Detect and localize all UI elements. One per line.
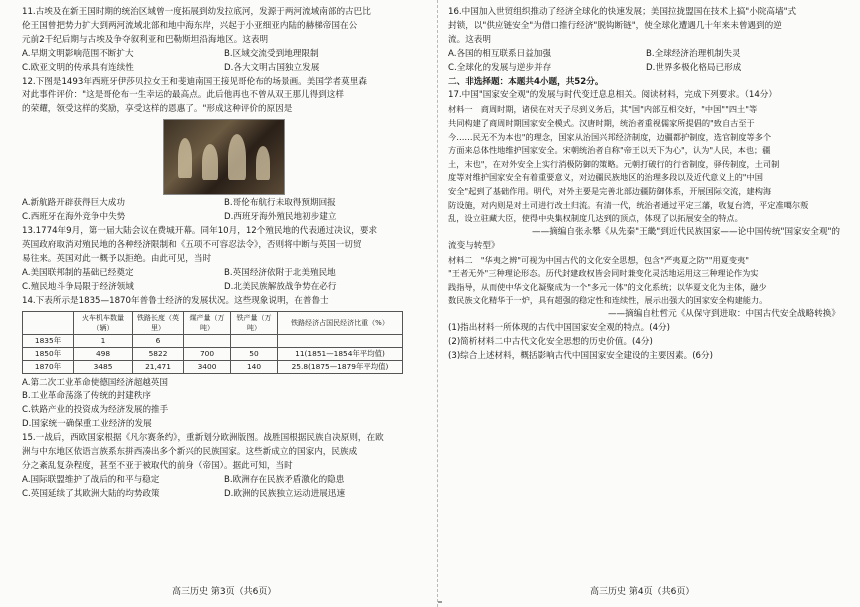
- material-one: [448, 103, 844, 225]
- left-page-footer: 高三历史 第3页（共6页）: [172, 587, 277, 597]
- q15-option-c[interactable]: C.英国延续了其欧洲大陆的均势政策: [22, 488, 160, 499]
- table-cell: 6: [133, 334, 184, 347]
- q14-option-d[interactable]: D.国家统一确保重工业经济的发展: [22, 419, 152, 430]
- table-header: 火车机车数量（辆）: [74, 311, 133, 334]
- q15-option-a[interactable]: A.国际联盟维护了战后的和平与稳定: [22, 474, 160, 485]
- q14-option-b[interactable]: B.工业革命荡涤了传统的封建秩序: [22, 391, 151, 402]
- material-one-line: 土，末也"，在对外安全上实行消极防御的策略。元朝打破行的行省制度，驿传制度，土司制: [448, 158, 780, 169]
- table-cell: 700: [184, 347, 231, 360]
- q13-options: [22, 267, 426, 295]
- material-one-source: ——摘编自张永攀《从先秦"王畿"到近代民族国家——论中国传统"国家安全观"的: [532, 226, 840, 237]
- q12-option-b[interactable]: B.哥伦布航行未取得预期回报: [224, 198, 336, 209]
- question-13: [22, 225, 426, 295]
- material-two-source: ——摘编自杜哲元《从保守到进取：中国古代安全战略转换》: [607, 308, 840, 319]
- material-two: [448, 254, 844, 308]
- material-one-line: 防设施，对内则是对土司进行改土归流。有清一代，统治者通过平定三藩，收复台湾，平定准噶尔叛: [448, 199, 809, 210]
- q12-option-c[interactable]: C.西班牙在海外竞争中失势: [22, 212, 126, 223]
- table-cell: [231, 334, 278, 347]
- question-11: [22, 6, 426, 76]
- q15-option-b[interactable]: B.欧洲存在民族矛盾激化的隐患: [224, 474, 345, 485]
- right-page-footer: 高三历史 第4页（共6页）: [590, 587, 695, 597]
- question-17: [448, 89, 844, 363]
- columbus-audience-painting: [163, 119, 285, 195]
- q11-option-c[interactable]: C.欧亚文明的传承具有连续性: [22, 62, 134, 73]
- material-one-line: 安全"起到了基础作用。明代，对外主要是完善北部边疆防御体系，开展国际交流，建构海: [448, 185, 772, 196]
- table-cell: 1: [74, 334, 133, 347]
- q14-stem: 14.下表所示是1835—1870年普鲁士经济的发展状况。这些现象说明，在普鲁士: [22, 295, 329, 306]
- material-one-line: 材料一 商周时期，诸侯在对天子尽到义务后，其"国"内部互相交好，"中国""四土"等: [448, 104, 758, 115]
- prussia-economy-table: [22, 311, 403, 374]
- q11-stem-line1: 11.古埃及在新王国时期的统治区域曾一度拓展到幼发拉底河，发源于两河流域南部的古巴比: [22, 7, 371, 17]
- table-cell: 3400: [184, 360, 231, 373]
- table-cell: 50: [231, 347, 278, 360]
- q13-stem-line2: 英国政府取消对殖民地的各种经济限制和《五项不可容忍法令》，否则将中断与英国一切贸: [22, 239, 362, 250]
- table-row: [23, 360, 403, 373]
- q16-stem-line2: 封锁，以"供应链安全"为借口推行经济"脱钩断链"，使全球化遭遇几十年来未曾遇到的逆: [448, 20, 782, 31]
- q16-option-b[interactable]: B.全球经济治理机制失灵: [646, 48, 741, 59]
- table-header: 铁路经济占国民经济比重（%）: [278, 311, 403, 334]
- table-cell: [278, 334, 403, 347]
- q11-stem-line3: 元前2千纪后期与古埃及争夺叙利亚和巴勒斯坦沿海地区。这表明: [22, 34, 269, 45]
- q11-option-d[interactable]: D.各大文明古国独立发展: [224, 62, 320, 73]
- q13-option-d[interactable]: D.北美民族解放战争势在必行: [224, 281, 337, 292]
- q13-stem-line3: 易往来。英国对此一概予以拒绝。由此可见，当时: [22, 253, 212, 264]
- material-one-line: 度等对维护国家安全有着重要意义，对边疆民族地区的治理多段以及近代意义上的"中国: [448, 172, 763, 183]
- q12-option-d[interactable]: D.西班牙海外殖民地初步建立: [224, 212, 337, 223]
- q15-stem-line3: 分之紊乱复杂程度，甚至不亚于被取代的前身（帝国）。据此可知，当时: [22, 460, 293, 471]
- material-one-source-cont: 流变与转型》: [448, 240, 500, 251]
- q12-stem-line3: 的荣耀，领受这样的奖励，享受这样的恩惠了。"形成这种评价的原因是: [22, 104, 293, 115]
- question-16: [448, 6, 844, 76]
- table-cell: 25.8(1875—1879年平均值): [278, 360, 403, 373]
- q14-option-c[interactable]: C.铁路产业的投资成为经济发展的推手: [22, 405, 169, 416]
- material-two-line: 材料二 "华夷之辨"可视为中国古代的文化安全思想，包含"严夷夏之防""用夏变夷": [448, 254, 749, 265]
- table-row: [23, 347, 403, 360]
- section-heading: 二、非选择题：本题共4小题，共52分。: [448, 76, 604, 87]
- q11-option-a[interactable]: A.早期文明影响范围不断扩大: [22, 48, 134, 59]
- table-header-row: [23, 311, 403, 334]
- table-cell: 21,471: [133, 360, 184, 373]
- table-row: [23, 334, 403, 347]
- table-cell: 3485: [74, 360, 133, 373]
- table-cell: 5822: [133, 347, 184, 360]
- q13-option-b[interactable]: B.英国经济依附于北美殖民地: [224, 267, 336, 278]
- material-two-line: 数民族文化精华于一炉，具有超强的稳定性和连续性，展示出强大的国家安全构建能力。: [448, 295, 768, 306]
- material-two-line: "王者无外"三种理论形态。历代封建政权皆会同时兼变化灵活地运用这三种理论作为实: [448, 268, 759, 279]
- q16-options: [448, 48, 844, 76]
- table-header: 煤产量（万吨）: [184, 311, 231, 334]
- q15-option-d[interactable]: D.欧洲的民族独立运动进展迅速: [224, 488, 346, 499]
- table-cell: 1835年: [23, 334, 74, 347]
- q12-stem-line1: 12.下图是1493年西班牙伊莎贝拉女王和斐迪南国王接见哥伦布的场景画。美国学者莫里森: [22, 76, 367, 87]
- table-header: 铁产量（万吨）: [231, 311, 278, 334]
- q16-option-d[interactable]: D.世界多极化格局已形成: [646, 62, 742, 73]
- table-cell: 1850年: [23, 347, 74, 360]
- q12-option-a[interactable]: A.新航路开辟获得巨大成功: [22, 198, 125, 209]
- q17-stem: 17.中国"国家安全观"的发展与时代变迁息息相关。阅读材料，完成下列要求。（14分）: [448, 90, 777, 101]
- material-one-line: 乱，设立驻藏大臣，使得中央集权制度几达到的顶点，体现了以拓展安全的特点。: [448, 213, 743, 224]
- q17-requirement-3: (3)综合上述材料，概括影响古代中国国家安全建设的主要因素。(6分): [448, 350, 713, 361]
- q11-option-b[interactable]: B.区域交流受到地理限制: [224, 48, 319, 59]
- q16-option-a[interactable]: A.各国的相互联系日益加强: [448, 48, 551, 59]
- q16-option-c[interactable]: C.全球化的发展与逆步并存: [448, 62, 552, 73]
- q15-stem-line2: 洲与中东地区依语言族系东拼西凑出多个新兴的民族国家。这些新成立的国家内，民族成: [22, 447, 358, 458]
- q17-requirement-2: (2)简析材料二中古代文化安全思想的历史价值。(4分): [448, 336, 653, 347]
- table-cell: 140: [231, 360, 278, 373]
- q11-stem-line2: 伦王国曾把势力扩大到两河流域北部和地中海东岸，兴起于小亚细亚内陆的赫梯帝国在公: [22, 20, 358, 31]
- q15-options: [22, 474, 426, 502]
- q13-option-a[interactable]: A.美国联邦制的基础已经奠定: [22, 267, 134, 278]
- q16-stem-line3: 流。这表明: [448, 34, 491, 45]
- q16-stem-line1: 16.中国加入世贸组织推动了经济全球化的快速发展；美国拉拢盟国在技术上搞"小院高墙"式: [448, 7, 797, 17]
- table-cell: 1870年: [23, 360, 74, 373]
- center-mark: [438, 601, 442, 603]
- table-header: [23, 311, 74, 334]
- material-two-line: 践指导，从而使中华文化凝聚成为一个"多元一体"的文化系统；以华夏文化为主体，融少: [448, 281, 767, 292]
- table-cell: 11(1851—1854年平均值): [278, 347, 403, 360]
- question-15: [22, 432, 426, 502]
- q13-stem-line1: 13.1774年9月，第一届大陆会议在费城开幕。同年10月，12个殖民地的代表通过决议，要求: [22, 226, 378, 237]
- table-cell: 498: [74, 347, 133, 360]
- table-cell: [184, 334, 231, 347]
- table-header: 铁路长度（英里）: [133, 311, 184, 334]
- material-one-line: 方面来总体性地维护国家安全。宋朝统治者自称"帝王以天下为心"，认为"人民，本也；疆: [448, 145, 771, 156]
- material-one-line: 今……民无不为本也"的理念，国家从治国兴邦经济制度，边疆都护制度，选官制度等多个: [448, 131, 772, 142]
- q15-stem-line1: 15.一战后，西欧国家根据《凡尔赛条约》，重新划分欧洲版图。战胜国根据民族自决原则，在欧: [22, 433, 384, 444]
- page-divider: [437, 0, 438, 607]
- question-14: [22, 295, 426, 433]
- right-page: [448, 6, 844, 364]
- q14-option-a[interactable]: A.第二次工业革命使德国经济超越英国: [22, 377, 168, 388]
- q13-option-c[interactable]: C.殖民地斗争局限于经济领域: [22, 281, 134, 292]
- question-12: [22, 76, 426, 226]
- q11-options: [22, 48, 426, 76]
- left-page: [22, 6, 426, 502]
- q14-options: [22, 377, 426, 433]
- q12-stem-line2: 对此事件评价："这是哥伦布一生幸运的最高点。此后他再也不曾从双王那儿得到这样: [22, 90, 344, 101]
- material-one-line: 共同构建了商周时期国家安全模式。汉唐时期，统治者重视儒家所提倡的"致自古至于: [448, 117, 755, 128]
- q17-requirement-1: (1)指出材料一所体现的古代中国国家安全观的特点。(4分): [448, 322, 671, 333]
- q12-options: [22, 197, 426, 225]
